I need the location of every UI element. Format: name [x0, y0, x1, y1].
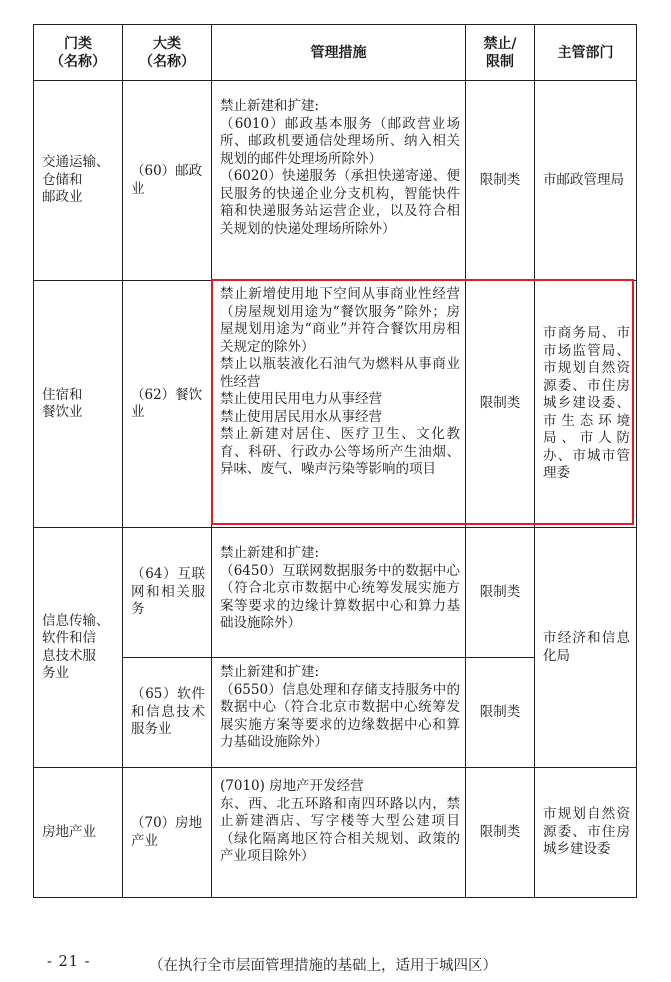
subcategory-text: （60）邮政 业: [131, 163, 203, 197]
header-department: [535, 25, 637, 81]
cell-category: [34, 768, 123, 898]
category-text: 房地产业: [42, 823, 96, 840]
subcategory-text: （65）软件和信息技术服务业: [131, 686, 205, 738]
measures-text: 禁止新建和扩建: （6550）信息处理和存储支持服务中的数据中心（符合北京市数据中心统筹发展实施方案等要求的边缘数据中心和算力基础设施除外）: [220, 664, 460, 750]
subcategory-text: （62）餐饮 业: [131, 386, 203, 420]
cell-measures: [212, 281, 466, 528]
table-row: [34, 81, 637, 281]
table-header-row: [34, 25, 637, 81]
cell-category: [34, 281, 123, 528]
category-text: 信息传输、 软件和信 息技术服 务业: [42, 612, 110, 681]
department-text: 市邮政管理局: [543, 171, 624, 188]
cell-subcategory: [123, 768, 212, 898]
header-measures-text: 管理措施: [310, 44, 367, 61]
cell-category: [34, 528, 123, 768]
footer-note: （在执行全市层面管理措施的基础上，适用于城四区）: [149, 958, 497, 974]
category-text: 交通运输、 仓储和 邮政业: [42, 154, 110, 206]
subcategory-text: （64）互联网和相关服务: [131, 566, 205, 618]
header-subcategory: [123, 25, 212, 81]
cell-subcategory: [123, 658, 212, 768]
cell-category: [34, 81, 123, 281]
header-subcategory-text: 大类 （名称）: [139, 35, 195, 70]
type-text: 限制类: [479, 583, 521, 600]
header-type: [466, 25, 535, 81]
cell-subcategory: [123, 281, 212, 528]
category-text: 住宿和 餐饮业: [42, 386, 83, 420]
header-category: [34, 25, 123, 81]
policy-table: [33, 24, 637, 898]
cell-subcategory: [123, 81, 212, 281]
table-row: [34, 528, 637, 658]
measures-text: 禁止新建和扩建: （6010）邮政基本服务（邮政营业场所、邮政机要通信处理场所、纳入相关规划的邮件处理场所除外） （6020）快递服务（承担快递寄递、便民服务的快递企业分支机构，智能快件箱和快递服务站运营企业，以及符合相关规划的快递处理场所除外）: [220, 98, 460, 237]
table-row: [34, 281, 637, 528]
type-text: 限制类: [479, 823, 521, 840]
department-text: 市规划自然资源委、市住房城乡建设委: [543, 806, 630, 858]
measures-text: (7010) 房地产开发经营 东、西、北五环路和南四环路以内，禁止新建酒店、写字楼等大型公建项目（绿化隔离地区符合相关规划、政策的产业项目除外）: [220, 778, 460, 864]
header-department-text: 主管部门: [557, 44, 614, 61]
cell-measures: [212, 658, 466, 768]
cell-type: [466, 281, 535, 528]
cell-measures: [212, 528, 466, 658]
header-measures: [212, 25, 466, 81]
table-row: [34, 768, 637, 898]
header-type-text: 禁止/ 限制: [483, 35, 517, 70]
type-text: 限制类: [479, 171, 521, 188]
page-footer: [0, 948, 671, 978]
cell-subcategory: [123, 528, 212, 658]
department-text: 市商务局、市市场监管局、市规划自然资源委、市住房城乡建设委、市生态环境局、市人防办、市城市管理委: [543, 325, 630, 482]
measures-text: 禁止新建和扩建: （6450）互联网数据服务中的数据中心（符合北京市数据中心统筹发展实施方案等要求的边缘计算数据中心和算力基础设施除外）: [220, 545, 460, 631]
measures-text: 禁止新增使用地下空间从事商业性经营（房屋规划用途为“餐饮服务”除外；房屋规划用途为“商业”并符合餐饮用房相关规定的除外） 禁止以瓶装液化石油气为燃料从事商业性经营 禁止使用民用电力从事经营 禁止使用居民用水从事经营 禁止新建对居住、医疗卫生、文化教育、科研、行政办公等场所产生油烟、异味、废气、噪声污染等影响的项目: [220, 286, 460, 477]
header-category-text: 门类 （名称）: [50, 35, 106, 70]
cell-type: [466, 768, 535, 898]
cell-department: [535, 768, 637, 898]
department-text: 市经济和信息化局: [543, 630, 630, 664]
cell-department: [535, 281, 637, 528]
type-text: 限制类: [479, 703, 521, 720]
cell-type: [466, 528, 535, 658]
cell-department: [535, 528, 637, 768]
cell-measures: [212, 81, 466, 281]
cell-department: [535, 81, 637, 281]
subcategory-text: （70）房地 产业: [131, 815, 203, 849]
page-number: - 21 -: [47, 954, 91, 970]
cell-measures: [212, 768, 466, 898]
cell-type: [466, 81, 535, 281]
cell-type: [466, 658, 535, 768]
type-text: 限制类: [479, 395, 521, 412]
